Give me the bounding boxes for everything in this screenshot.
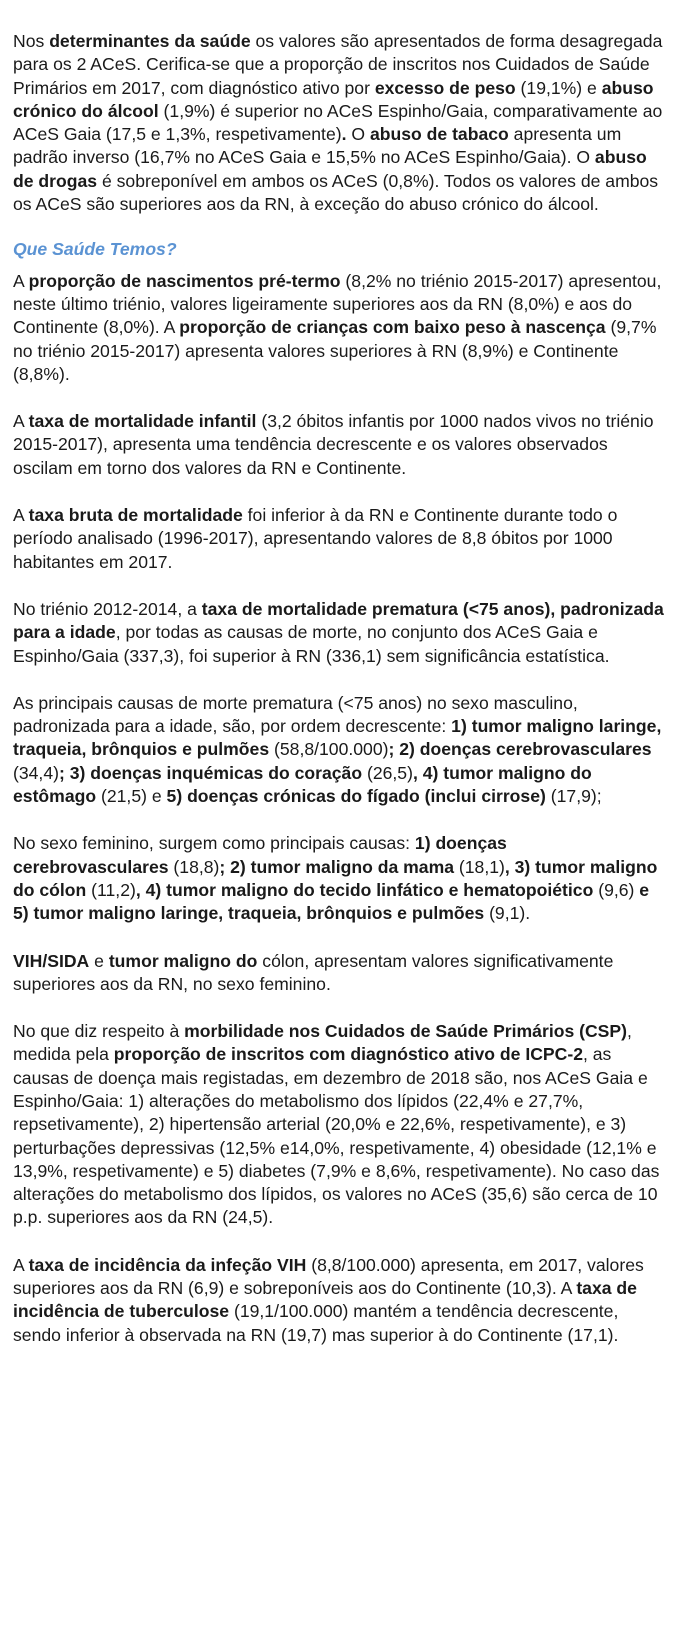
paragraph-vih-sida (13, 950, 666, 997)
text-run: (8,2% no triénio 2015-2017) apresentou, neste último triénio, valores ligeiramente superiores aos da RN (8,0%) e aos do Continente (8,0%). A (13, 270, 662, 338)
text-run: , as causas de doença mais registadas, em dezembro de 2018 são, nos ACeS Gaia e Espinho/Gaia: 1) alterações do metabolismo dos lípidos (22,4% e 27,7%, repsetivamente), 2) hipertensão arterial (20,0% e 22,6%, respetivamente), e 3) perturbações depressivas (12,5% e14,0%, respetivamente, 4) obesidade (12,1% e 13,9%, respetivamente) e 5) diabetes (7,9% e 8,6%, respetivamente). No caso das alterações do metabolismo dos lípidos, os valores no ACeS (35,6) são cerca de 10 p.p. superiores aos da RN (24,5). (13, 1044, 660, 1228)
bold-term: morbilidade nos Cuidados de Saúde Primários (CSP) (184, 1021, 628, 1042)
text-run: (17,9); (545, 786, 602, 807)
text-run: e (89, 950, 109, 971)
text-run: , por todas as causas de morte, no conjunto dos ACeS Gaia e Espinho/Gaia (337,3), foi superior à RN (336,1) sem significância estatística. (13, 622, 610, 666)
text-run: A (13, 505, 29, 526)
bold-term: ; 2) tumor maligno da mama (219, 856, 455, 877)
bold-term: . (341, 124, 347, 145)
bold-term: taxa de mortalidade infantil (28, 411, 257, 432)
text-run: apresenta um padrão inverso (16,7% no ACeS Gaia e 15,5% no ACeS Espinho/Gaia). O (13, 124, 622, 168)
bold-term: ; 2) doenças cerebrovasculares (388, 739, 652, 760)
text-run: No que diz respeito à (13, 1021, 185, 1042)
text-run: , medida pela (13, 1021, 632, 1065)
text-run: A (13, 270, 29, 291)
paragraph-determinantes (13, 30, 666, 216)
bold-term: taxa de mortalidade prematura (<75 anos), padronizada para a idade (13, 598, 664, 643)
text-run: (19,1/100.000) mantém a tendência decrescente, sendo inferior à observada na RN (19,7) mas superior à do Continente (17,1). (13, 1301, 619, 1345)
text-run: O (346, 124, 370, 145)
text-run: No sexo feminino, surgem como principais causas: (13, 833, 415, 854)
text-run: (9,7% no triénio 2015-2017) apresenta valores superiores à RN (8,9%) e Continente (8,8%). (13, 317, 657, 384)
text-run: é sobreponível em ambos os ACeS (0,8%). Todos os valores de ambos os ACeS são superiores aos da RN, à exceção do abuso crónico do álcool. (13, 170, 659, 215)
bold-term: 5) doenças crónicas do fígado (inclui cirrose) (166, 786, 546, 807)
text-run: (9,6) (593, 879, 640, 900)
bold-term: taxa bruta de mortalidade (28, 505, 243, 526)
bold-term: , 4) tumor maligno do estômago (13, 762, 592, 807)
text-run: (34,4) (13, 762, 59, 783)
text-run: (18,1) (454, 856, 505, 877)
paragraph-causas-feminino (13, 832, 666, 925)
text-run: (3,2 óbitos infantis por 1000 nados vivos no triénio 2015-2017), apresenta uma tendência decrescente e os valores observados oscilam em torno dos valores da RN e Continente. (13, 411, 654, 478)
bold-term: tumor maligno do (108, 950, 258, 971)
text-run: os valores são apresentados de forma desagregada para os 2 ACeS. Cerifica-se que a proporção de inscritos nos Cuidados de Saúde Primários em 2017, com diagnóstico ativo por (13, 31, 663, 98)
paragraph-mortalidade-prematura (13, 598, 666, 668)
bold-term: ; 3) doenças inquémicas do coração (58, 762, 363, 783)
text-run: (18,8) (168, 856, 220, 877)
bold-term: excesso de peso (374, 77, 516, 98)
text-run: foi inferior à da RN e Continente durante todo o período analisado (1996-2017), apresentando valores de 8,8 óbitos por 1000 habitantes em 2017. (13, 505, 618, 572)
text-run: (1,9%) é superior no ACeS Espinho/Gaia, comparativamente ao ACeS Gaia (17,5 e 1,3%, respetivamente) (13, 100, 663, 145)
bold-term: proporção de nascimentos pré-termo (28, 270, 341, 291)
text-run: A (13, 411, 29, 432)
bold-term: taxa de incidência da infeção VIH (28, 1254, 307, 1275)
paragraph-mortalidade-bruta (13, 504, 666, 574)
bold-term: , 4) tumor maligno do tecido linfático e hematopoiético (135, 879, 594, 900)
text-run: (58,8/100.000) (269, 739, 389, 760)
paragraph-morbilidade (13, 1020, 666, 1230)
text-run: (21,5) e (96, 786, 167, 807)
bold-term: abuso de tabaco (369, 124, 509, 145)
text-run: (9,1). (484, 903, 531, 924)
text-run: cólon, apresentam valores significativamente superiores aos da RN, no sexo feminino. (13, 950, 614, 994)
text-run: (19,1%) e (515, 77, 602, 98)
text-run: Nos (13, 31, 50, 51)
section-heading: Que Saúde Temos? (13, 239, 177, 260)
text-run: (26,5) (362, 762, 413, 783)
bold-term: , 3) tumor maligno do cólon (13, 856, 658, 900)
text-run: A (13, 1254, 29, 1275)
bold-term: e 5) tumor maligno laringe, traqueia, brônquios e pulmões (13, 879, 650, 924)
text-run: (11,2) (86, 879, 136, 900)
bold-term: taxa de incidência de tuberculose (13, 1278, 637, 1322)
text-run: As principais causas de morte prematura (<75 anos) no sexo masculino, padronizada para a idade, são, por ordem decrescente: (13, 692, 578, 737)
bold-term: proporção de crianças com baixo peso à nascença (179, 317, 606, 338)
bold-term: 1) doenças cerebrovasculares (13, 833, 507, 877)
text-run: (8,8/100.000) apresenta, em 2017, valores superiores aos da RN (6,9) e sobreponíveis aos do Continente (10,3). A (13, 1254, 644, 1299)
text-run: No triénio 2012-2014, a (13, 598, 202, 619)
paragraph-mortalidade-infantil (13, 410, 666, 480)
bold-term: abuso crónico do álcool (13, 77, 654, 121)
bold-term: proporção de inscritos com diagnóstico ativo de ICPC-2 (113, 1044, 583, 1065)
bold-term: abuso de drogas (13, 147, 647, 191)
paragraph-incidencia (13, 1254, 666, 1347)
bold-term: 1) tumor maligno laringe, traqueia, brônquios e pulmões (13, 716, 662, 760)
bold-term: determinantes da saúde (49, 31, 251, 51)
bold-term: VIH/SIDA (13, 950, 90, 971)
paragraph-nascimentos (13, 270, 666, 386)
paragraph-causas-masculino (13, 692, 666, 808)
